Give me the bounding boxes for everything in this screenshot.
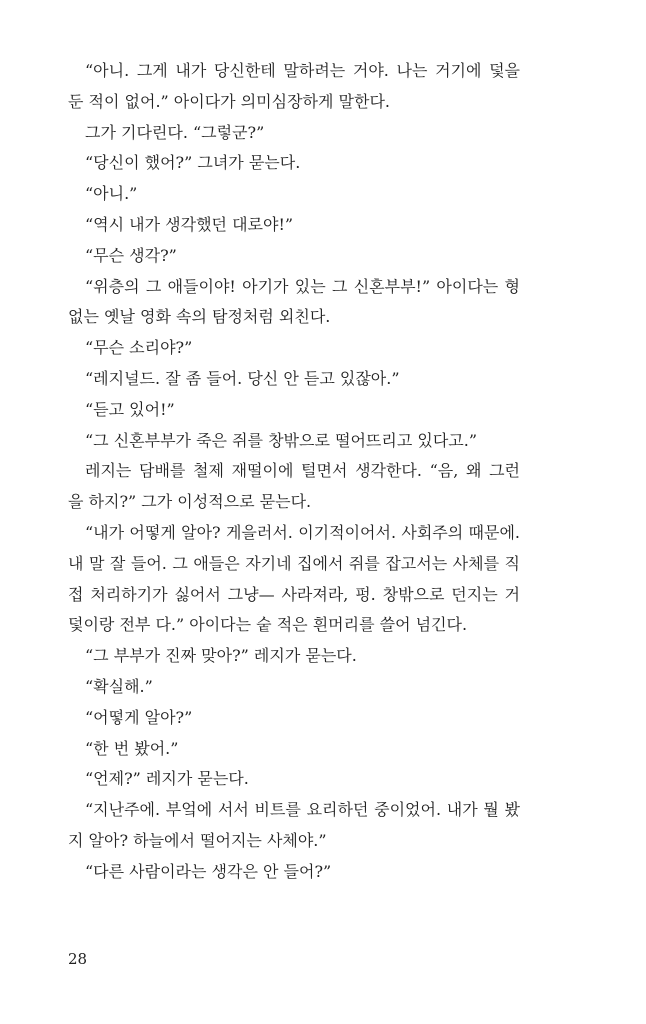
text-line: “역시 내가 생각했던 대로야!” [85,214,294,234]
text-line: “무슨 소리야?” [85,338,193,358]
text-line: “그 신혼부부가 죽은 쥐를 창밖으로 떨어뜨리고 있다고.” [85,430,477,450]
text-line: 없는 옛날 영화 속의 탐정처럼 외친다. [68,307,331,327]
text-line: “언제?” 레지가 묻는다. [85,769,249,789]
text-line: “지난주에. 부엌에 서서 비트를 요리하던 중이었어. 내가 뭘 봤 [85,800,520,820]
text-line: “내가 어떻게 알아? 게을러서. 이기적이어서. 사회주의 때문에. [85,522,520,542]
text-line: 지 알아? 하늘에서 떨어지는 사체야.” [68,830,327,850]
text-line: 접 처리하기가 싫어서 그냥— 사라져라, 펑. 창밖으로 던지는 거 [68,584,520,604]
text-line: 덫이랑 전부 다.” 아이다는 숱 적은 흰머리를 쓸어 넘긴다. [68,615,468,635]
text-line: “아니.” [85,184,138,204]
text-line: “아니. 그게 내가 당신한테 말하려는 거야. 나는 거기에 덫을 [85,61,520,80]
text-line: “다른 사람이라는 생각은 안 들어?” [85,861,332,881]
text-line: 내 말 잘 들어. 그 애들은 자기네 집에서 쥐를 잡고서는 사체를 직 [68,553,520,573]
text-line: “위층의 그 애들이야! 아기가 있는 그 신혼부부!” 아이다는 형 [85,276,520,296]
text-line: 그가 기다린다. “그렇군?” [85,122,265,142]
text-line: “한 번 봤어.” [85,738,179,758]
text-line: “당신이 했어?” 그녀가 묻는다. [85,153,301,173]
text-line: “듣고 있어!” [85,399,175,419]
text-line: 둔 적이 없어.” 아이다가 의미심장하게 말한다. [68,91,390,111]
body-text [68,56,520,888]
text-line: 레지는 담배를 철제 재떨이에 털면서 생각한다. “음, 왜 그런 [85,461,520,481]
text-line: “어떻게 알아?” [85,707,193,727]
page-number: 28 [68,950,88,968]
text-line: “무슨 생각?” [85,245,177,265]
text-line: “그 부부가 진짜 맞아?” 레지가 묻는다. [85,646,357,666]
text-line: 을 하지?” 그가 이성적으로 묻는다. [68,492,312,512]
text-line: “레지널드. 잘 좀 들어. 당신 안 듣고 있잖아.” [85,368,400,388]
text-line: “확실해.” [85,676,153,696]
